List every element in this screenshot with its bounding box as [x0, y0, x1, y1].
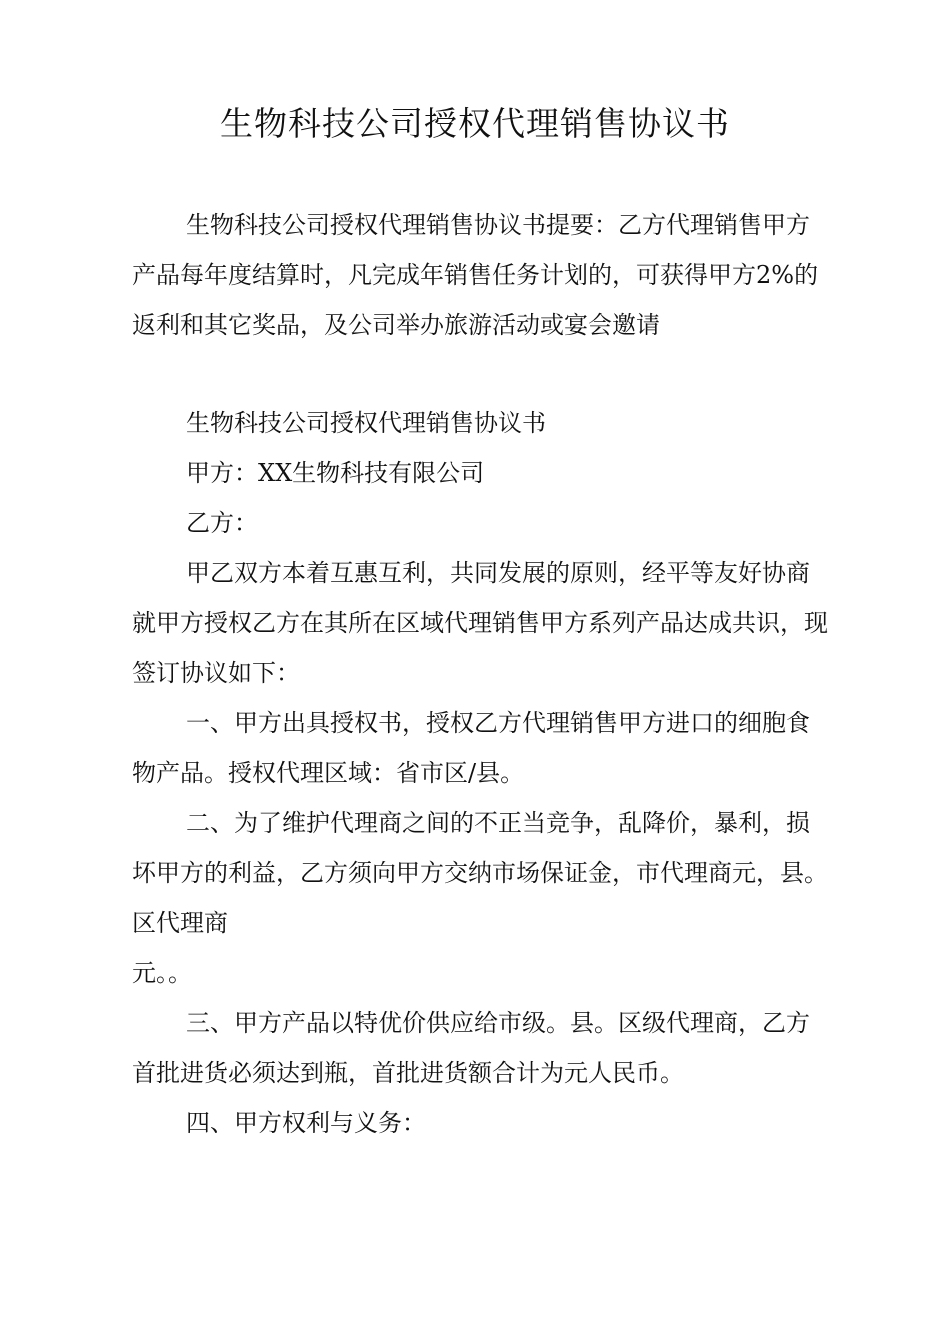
spacer — [132, 350, 832, 398]
intro-paragraph: 甲乙双方本着互惠互利，共同发展的原则，经平等友好协商就甲方授权乙方在其所在区域代理销售甲方系列产品达成共识，现签订协议如下： — [132, 559, 828, 687]
clause-1-paragraph: 一、甲方出具授权书，授权乙方代理销售甲方进口的细胞食物产品。授权代理区域：省市区/县。 — [132, 709, 810, 787]
document-body — [132, 200, 832, 1148]
clause-4-paragraph: 四、甲方权利与义务： — [186, 1109, 426, 1137]
subtitle-paragraph: 生物科技公司授权代理销售协议书 — [186, 409, 546, 437]
clause-2-continuation: 元。。 — [132, 959, 192, 987]
clause-3-paragraph: 三、甲方产品以特优价供应给市级。县。区级代理商，乙方首批进货必须达到瓶，首批进货额合计为元人民币。 — [132, 1009, 810, 1087]
party-a-paragraph: 甲方：XX生物科技有限公司 — [186, 459, 485, 487]
document-title: 生物科技公司授权代理销售协议书 — [220, 104, 730, 143]
party-b-paragraph: 乙方： — [186, 509, 258, 537]
clause-2-paragraph: 二、为了维护代理商之间的不正当竞争，乱降价，暴利，损坏甲方的利益，乙方须向甲方交纳市场保证金，市代理商元，县。区代理商 — [132, 809, 828, 937]
summary-paragraph: 生物科技公司授权代理销售协议书提要：乙方代理销售甲方产品每年度结算时，凡完成年销售任务计划的，可获得甲方2%的返利和其它奖品，及公司举办旅游活动或宴会邀请 — [132, 211, 819, 339]
